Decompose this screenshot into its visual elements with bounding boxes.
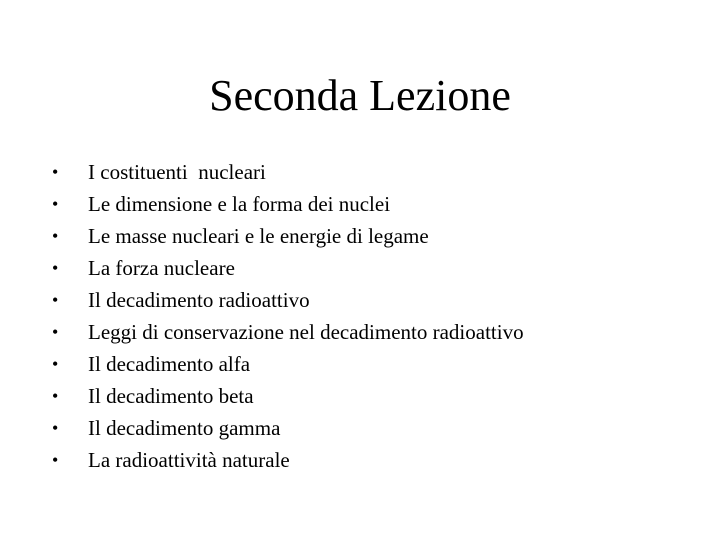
bullet-icon: • — [52, 450, 59, 470]
bullet-text: Le masse nucleari e le energie di legame — [88, 224, 429, 248]
bullet-text: La forza nucleare — [88, 256, 235, 280]
bullet-icon: • — [52, 290, 59, 310]
bullet-text: Il decadimento alfa — [88, 352, 251, 376]
bullet-icon: • — [52, 354, 59, 374]
bullet-text: Il decadimento gamma — [88, 416, 281, 440]
bullet-icon: • — [52, 194, 59, 214]
bullet-text: I costituenti nucleari — [88, 160, 266, 184]
bullet-icon: • — [52, 386, 59, 406]
bullet-icon: • — [52, 418, 59, 438]
bullet-icon: • — [52, 322, 59, 342]
bullet-text: Il decadimento radioattivo — [88, 288, 310, 312]
bullet-text: Il decadimento beta — [88, 384, 254, 408]
bullet-icon: • — [52, 258, 59, 278]
bullet-text: Leggi di conservazione nel decadimento radioattivo — [88, 320, 524, 344]
slide-title: Seconda Lezione — [209, 71, 511, 120]
bullet-text: Le dimensione e la forma dei nuclei — [88, 192, 391, 216]
bullet-icon: • — [52, 226, 59, 246]
bullet-text: La radioattività naturale — [88, 448, 290, 472]
bullet-icon: • — [52, 162, 59, 182]
